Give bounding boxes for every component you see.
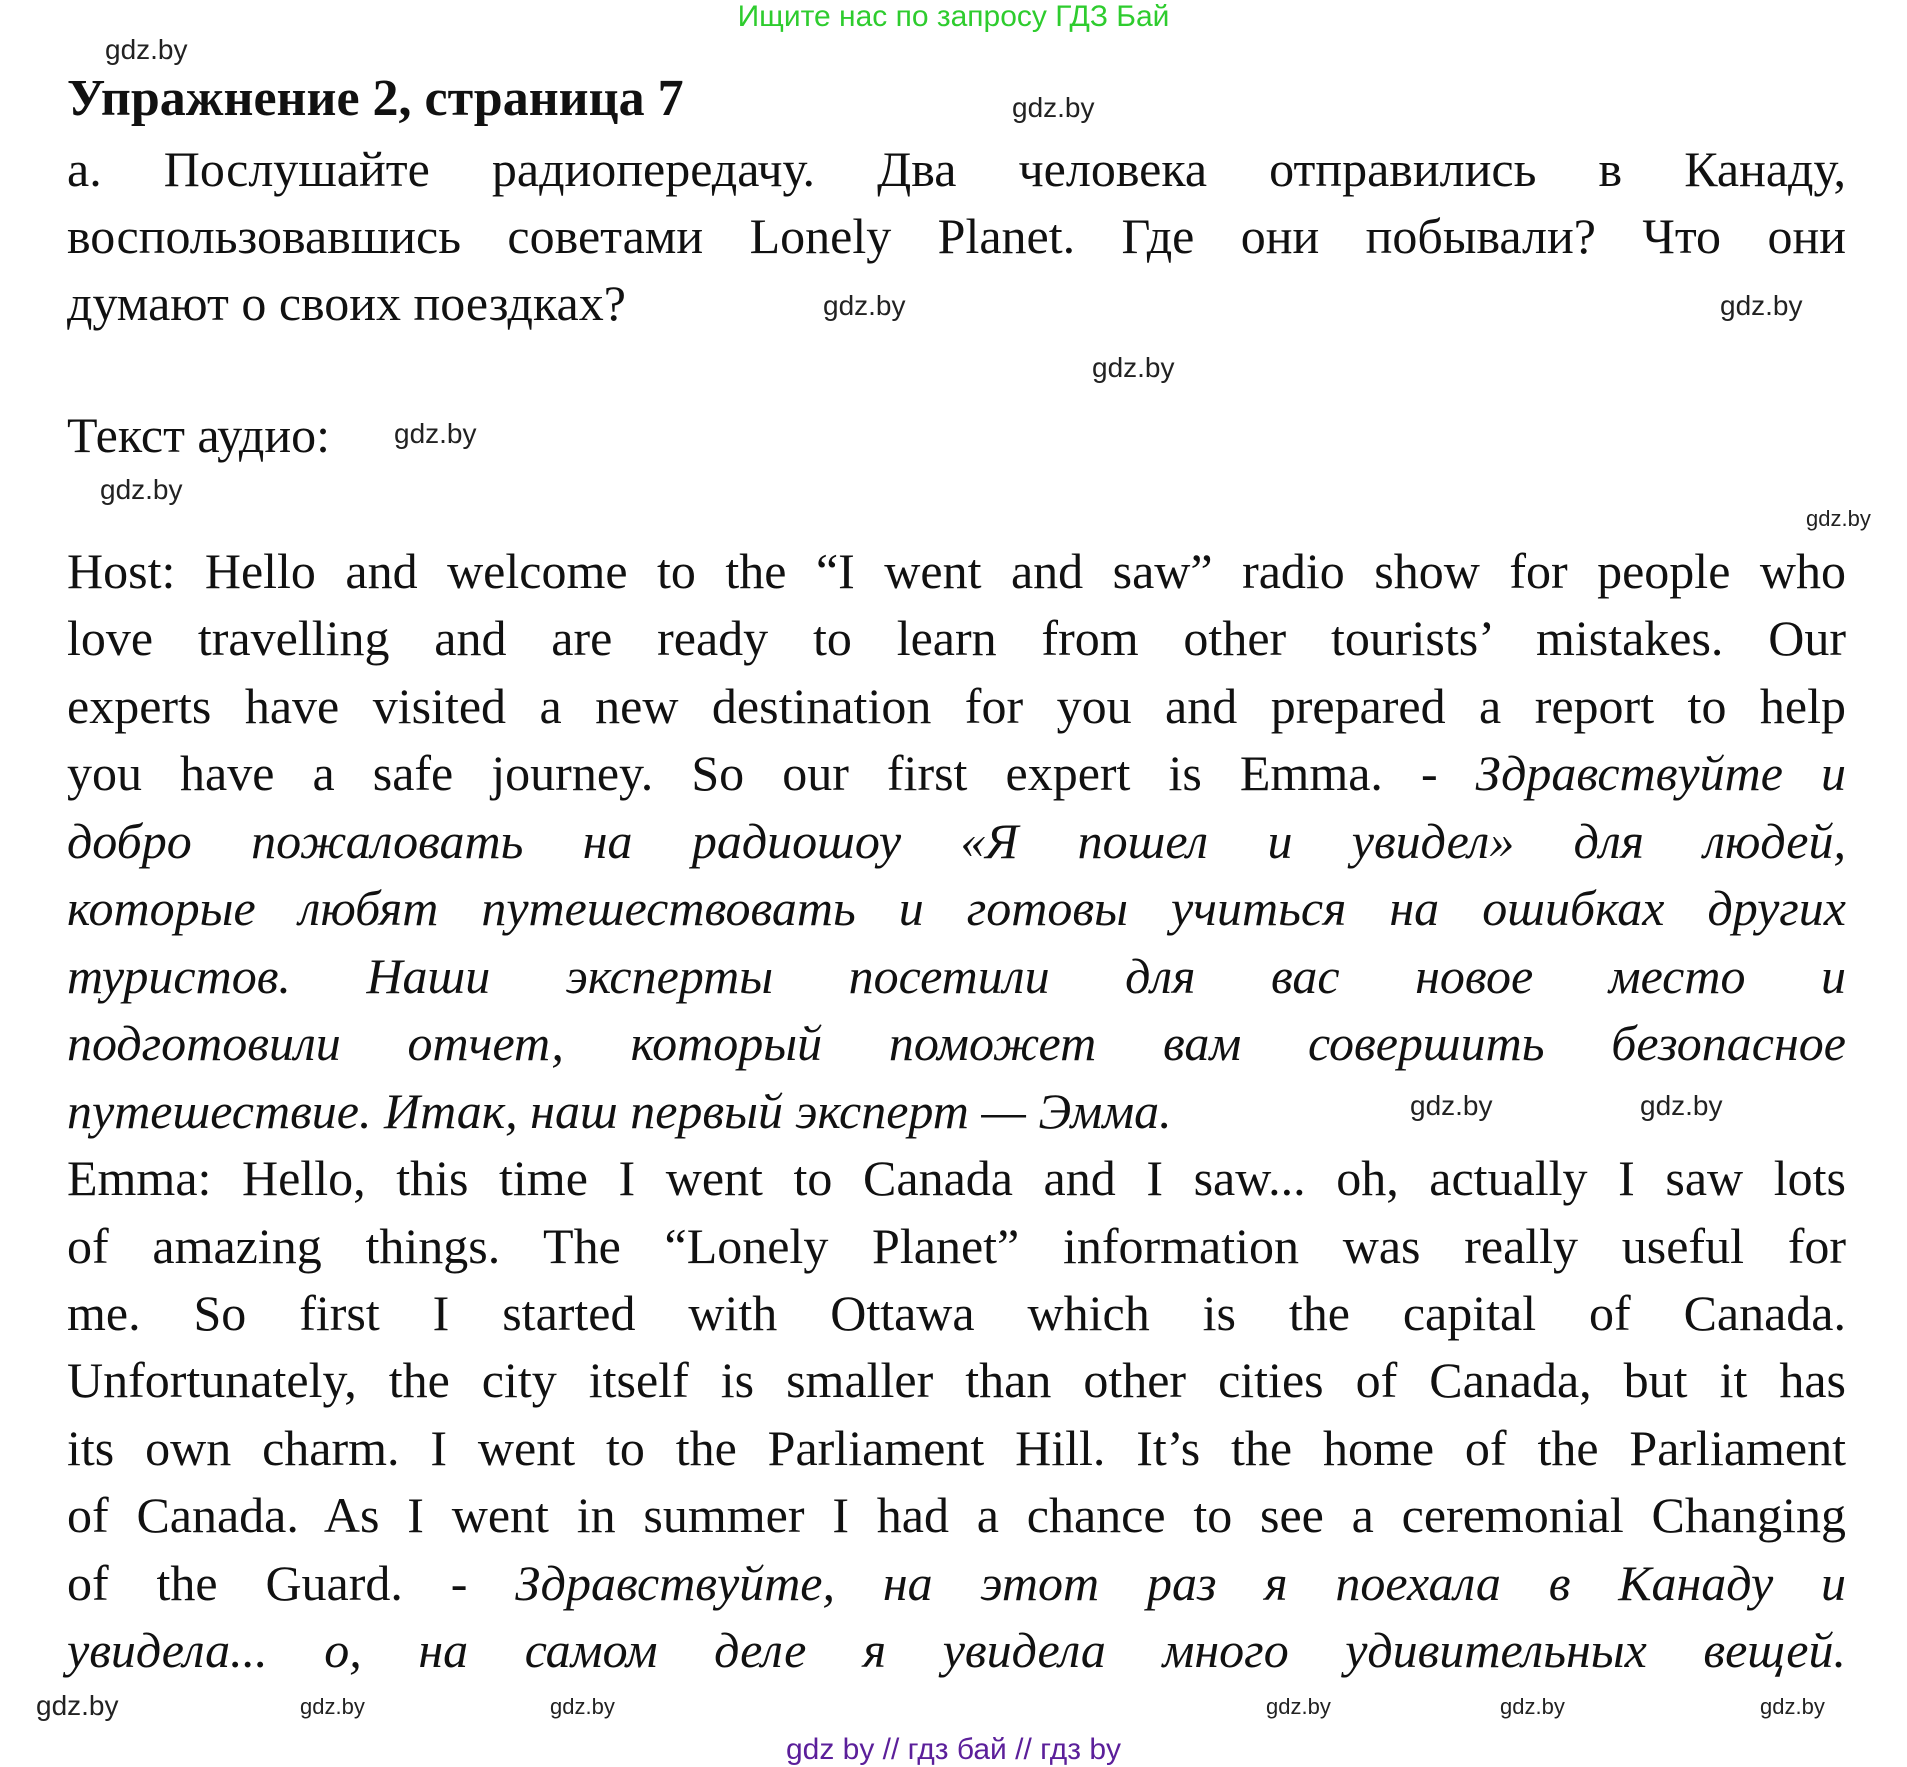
original-text: me. So first I started with Ottawa which is the capital of Canada. (67, 1284, 1846, 1341)
original-text: воспользовавшись советами Lonely Planet. Где они побывали? Что они (67, 208, 1846, 264)
text-line (67, 743, 1846, 803)
text-line (67, 139, 1846, 199)
watermark: gdz.by (300, 1694, 365, 1719)
watermark: gdz.by (1410, 1090, 1493, 1121)
translation-text: подготовили отчет, который поможет вам совершить безопасное (67, 1015, 1846, 1072)
text-line (67, 1350, 1846, 1410)
original-text: experts have visited a new destination for you and prepared a report to help (67, 677, 1846, 734)
text-line (67, 1148, 1846, 1208)
text-line (67, 811, 1846, 871)
text-line (67, 1485, 1846, 1545)
original-text: you have a safe journey. So our first expert is Emma. - (67, 745, 1476, 802)
text-line (67, 1013, 1846, 1073)
text-line (67, 1553, 1846, 1613)
translation-text: которые любят путешествовать и готовы учиться на ошибках других (67, 880, 1846, 937)
watermark: gdz.by (1806, 506, 1871, 531)
watermark: gdz.by (105, 34, 188, 65)
watermark: gdz.by (1266, 1694, 1331, 1719)
text-line (67, 946, 1846, 1006)
original-text: Emma: Hello, this time I went to Canada and I saw... oh, actually I saw lots (67, 1150, 1846, 1207)
original-text: of amazing things. The “Lonely Planet” information was really useful for (67, 1217, 1846, 1274)
text-line (67, 206, 1846, 266)
watermark: gdz.by (36, 1690, 119, 1721)
text-line (67, 1620, 1846, 1680)
exercise-heading: Упражнение 2, страница 7 (67, 70, 684, 127)
original-text: Unfortunately, the city itself is smaller than other cities of Canada, but it has (67, 1352, 1846, 1409)
watermark: gdz.by (394, 418, 477, 449)
watermark: gdz.by (100, 474, 183, 505)
watermark: gdz.by (1012, 92, 1095, 123)
translation-text: туристов. Наши эксперты посетили для вас новое место и (67, 947, 1846, 1004)
watermark: gdz.by (1640, 1090, 1723, 1121)
original-text: love travelling and are ready to learn from other tourists’ mistakes. Our (67, 610, 1846, 667)
translation-text: путешествие. Итак, наш первый эксперт — Эмма. (67, 1082, 1172, 1139)
watermark: gdz.by (1760, 1694, 1825, 1719)
translation-text: увидела... о, на самом деле я увидела много удивительных вещей. (67, 1622, 1846, 1679)
text-line (67, 676, 1846, 736)
footer-links: gdz by // гдз бай // гдз by (785, 1733, 1122, 1766)
text-line (67, 1283, 1846, 1343)
translation-text: Здравствуйте и (1475, 745, 1846, 802)
watermark: gdz.by (1720, 290, 1803, 321)
original-text: of Canada. As I went in summer I had a chance to see a ceremonial Changing (67, 1487, 1846, 1544)
watermark: gdz.by (550, 1694, 615, 1719)
text-line (67, 1418, 1846, 1478)
original-text: думают о своих поездках? (67, 275, 626, 331)
watermark: gdz.by (1500, 1694, 1565, 1719)
text-line (67, 273, 626, 333)
watermark: gdz.by (1092, 352, 1175, 383)
original-text: Host: Hello and welcome to the “I went and saw” radio show for people who (67, 543, 1846, 599)
original-text: its own charm. I went to the Parliament Hill. It’s the home of the Parliament (67, 1419, 1846, 1476)
original-text: а. Послушайте радиопередачу. Два человека отправились в Канаду, (67, 141, 1846, 197)
text-line (67, 608, 1846, 668)
translation-text: Здравствуйте, на этот раз я поехала в Канаду и (515, 1554, 1846, 1611)
translation-text: добро пожаловать на радиошоу «Я пошел и увидел» для людей, (67, 812, 1846, 869)
audio-label: Текст аудио: (67, 407, 331, 463)
text-line (67, 878, 1846, 938)
text-line (67, 541, 1846, 601)
watermark: gdz.by (823, 290, 906, 321)
search-banner: Ищите нас по запросу ГДЗ Бай (737, 0, 1170, 33)
original-text: of the Guard. - (67, 1554, 516, 1611)
text-line (67, 1216, 1846, 1276)
text-line (67, 1081, 1172, 1141)
